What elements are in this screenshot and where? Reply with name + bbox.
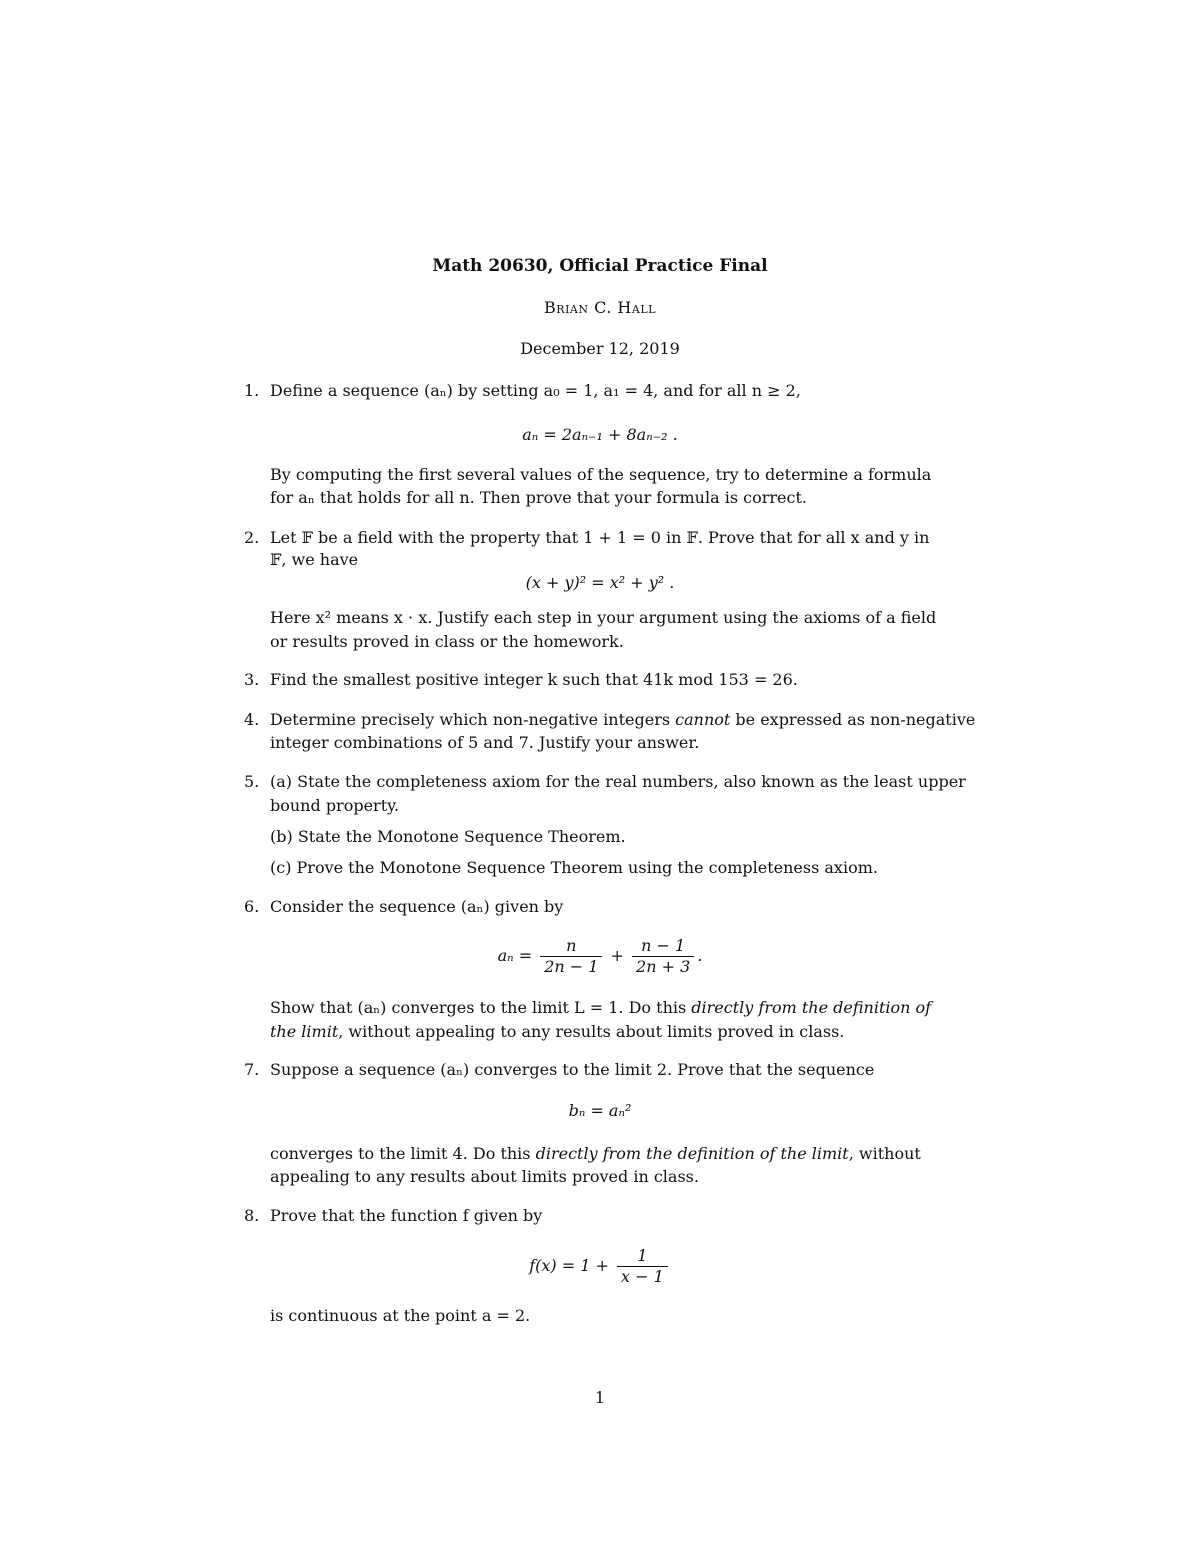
problem-text: Let 𝔽 be a field with the property that 1 + 1 = 0 in 𝔽. Prove that for all x and y in [270,528,930,547]
problem-text: Here x² means x · x. Justify each step in your argument using the axioms of a field [270,608,937,627]
emphasis-text: directly from the definition of the limit [535,1144,849,1163]
plus-sign: + [610,946,624,965]
problem-text: Define a sequence (aₙ) by setting a₀ = 1, a₁ = 4, and for all n ≥ 2, [270,381,801,400]
problem-text: (a) State the completeness axiom for the real numbers, also known as the least upper [270,772,966,791]
problem-number: 6. [244,897,260,916]
display-equation: bₙ = aₙ² [568,1101,632,1120]
emphasis-text: cannot [675,710,731,729]
problem-text: Find the smallest positive integer k such that 41k mod 153 = 26. [270,670,798,689]
text-run: , without appealing to any results about limits proved in class. [338,1022,845,1041]
equation-lhs: f(x) = 1 + [529,1256,609,1275]
problem-text: or results proved in class or the homework. [270,632,624,651]
period: . [697,946,703,965]
problem-text [270,709,980,731]
document-title: Math 20630, Official Practice Final [432,256,768,276]
problem-text: Consider the sequence (aₙ) given by [270,897,564,916]
emphasis-text: directly from the definition of [691,998,932,1017]
display-equation: aₙ = 2aₙ₋₁ + 8aₙ₋₂ . [522,425,678,444]
problem-text: By computing the first several values of the sequence, try to determine a formula [270,465,932,484]
display-equation: (x + y)² = x² + y² . [525,573,675,592]
problem-number: 7. [244,1060,260,1079]
fraction-denominator: 2n + 3 [632,956,694,977]
problem-text: integer combinations of 5 and 7. Justify your answer. [270,733,700,752]
display-equation [0,1244,1200,1288]
problem-number: 3. [244,670,260,689]
emphasis-text: the limit [270,1022,339,1041]
fraction-numerator: n − 1 [641,936,686,955]
problem-number: 1. [244,381,260,400]
fraction-numerator: n [566,936,577,955]
problem-text: Prove that the function f given by [270,1206,543,1225]
problem-number: 5. [244,772,260,791]
author-name: Brian C. Hall [544,298,656,317]
problem-text: 𝔽, we have [270,550,359,569]
equation-lhs: aₙ = [497,946,533,965]
problem-text: appealing to any results about limits proved in class. [270,1167,699,1186]
problem-text [270,997,980,1019]
fraction [540,936,602,977]
page-number: 1 [594,1388,606,1407]
display-equation [0,934,1200,978]
text-run: , without [848,1144,921,1163]
fraction [617,1246,668,1287]
fraction-denominator: x − 1 [617,1266,668,1287]
problem-text: for aₙ that holds for all n. Then prove that your formula is correct. [270,488,807,507]
text-run: be expressed as non-negative [730,710,976,729]
problem-number: 8. [244,1206,260,1225]
problem-text: is continuous at the point a = 2. [270,1306,531,1325]
text-run: Show that (aₙ) converges to the limit L = 1. Do this [270,998,692,1017]
text-run: converges to the limit 4. Do this [270,1144,536,1163]
problem-text: Suppose a sequence (aₙ) converges to the limit 2. Prove that the sequence [270,1060,875,1079]
problem-part-c: (c) Prove the Monotone Sequence Theorem using the completeness axiom. [270,858,878,877]
problem-text [270,1143,980,1165]
problem-text [270,1021,980,1043]
problem-number: 2. [244,528,260,547]
fraction-denominator: 2n − 1 [540,956,602,977]
text-run: Determine precisely which non-negative integers [270,710,676,729]
problem-text: bound property. [270,796,400,815]
problem-number: 4. [244,710,260,729]
document-date: December 12, 2019 [520,339,680,358]
fraction-numerator: 1 [637,1246,648,1265]
problem-part-b: (b) State the Monotone Sequence Theorem. [270,827,626,846]
fraction [632,936,694,977]
